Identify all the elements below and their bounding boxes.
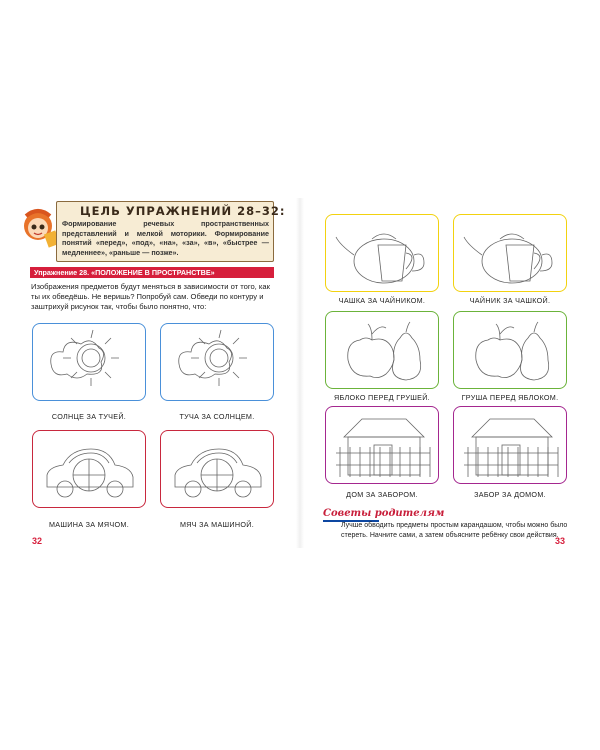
- car-ball-icon: [161, 431, 275, 509]
- apple-pear-icon: [454, 312, 568, 390]
- mascot-girl-icon: [20, 206, 60, 250]
- sun-cloud-icon: [161, 324, 275, 402]
- caption-cup-behind-teapot: ЧАШКА ЗА ЧАЙНИКОМ.: [338, 296, 426, 305]
- caption-car-behind-ball: МАШИНА ЗА МЯЧОМ.: [49, 520, 129, 529]
- caption-house-behind-fence: ДОМ ЗА ЗАБОРОМ.: [346, 490, 418, 499]
- goal-text: Формирование речевых пространственных представлений и мелкой моторики. Формирование понятий «перед», «под», «на», «за», «в», «быстрее — медленнее», «раньше — позже».: [62, 219, 269, 257]
- card-house-behind-fence: [325, 406, 439, 484]
- advice-text: Лучше обводить предметы простым карандашом, чтобы можно было стереть. Начните сами, а затем объясните ребёнку свои действия.: [341, 522, 568, 539]
- card-car-behind-ball: [32, 430, 146, 508]
- page-number-right: 33: [555, 536, 566, 546]
- apple-pear-icon: [326, 312, 440, 390]
- card-cloud-behind-sun: [160, 323, 274, 401]
- page-number-left: 32: [32, 536, 43, 546]
- caption-cloud-behind-sun: ТУЧА ЗА СОЛНЦЕМ.: [179, 412, 255, 421]
- house-fence-icon: [326, 407, 440, 485]
- caption-ball-behind-car: МЯЧ ЗА МАШИНОЙ.: [179, 520, 255, 529]
- card-pear-before-apple: [453, 311, 567, 389]
- card-sun-behind-cloud: [32, 323, 146, 401]
- caption-sun-behind-cloud: СОЛНЦЕ ЗА ТУЧЕЙ.: [51, 412, 127, 421]
- advice-title: Советы родителям: [323, 508, 445, 519]
- page-fold: [296, 198, 304, 548]
- teapot-cup-icon: [454, 215, 568, 293]
- card-teapot-behind-cup: [453, 214, 567, 292]
- card-apple-before-pear: [325, 311, 439, 389]
- card-cup-behind-teapot: [325, 214, 439, 292]
- car-ball-icon: [33, 431, 147, 509]
- goal-title: ЦЕЛЬ УПРАЖНЕНИЙ 28–32:: [80, 204, 286, 218]
- card-ball-behind-car: [160, 430, 274, 508]
- teapot-cup-icon: [326, 215, 440, 293]
- caption-pear-before-apple: ГРУША ПЕРЕД ЯБЛОКОМ.: [461, 393, 559, 402]
- exercise-header: Упражнение 28. «ПОЛОЖЕНИЕ В ПРОСТРАНСТВЕ»: [30, 267, 274, 278]
- house-fence-icon: [454, 407, 568, 485]
- caption-teapot-behind-cup: ЧАЙНИК ЗА ЧАШКОЙ.: [469, 296, 551, 305]
- caption-fence-behind-house: ЗАБОР ЗА ДОМОМ.: [474, 490, 546, 499]
- sun-cloud-icon: [33, 324, 147, 402]
- card-fence-behind-house: [453, 406, 567, 484]
- exercise-instructions: Изображения предметов будут меняться в зависимости от того, как ты их обведёшь. Не веришь? Попробуй сам. Обведи по контуру и заштрихуй рисунок так, чтобы было понятно, что:: [31, 282, 270, 311]
- caption-apple-before-pear: ЯБЛОКО ПЕРЕД ГРУШЕЙ.: [334, 393, 430, 402]
